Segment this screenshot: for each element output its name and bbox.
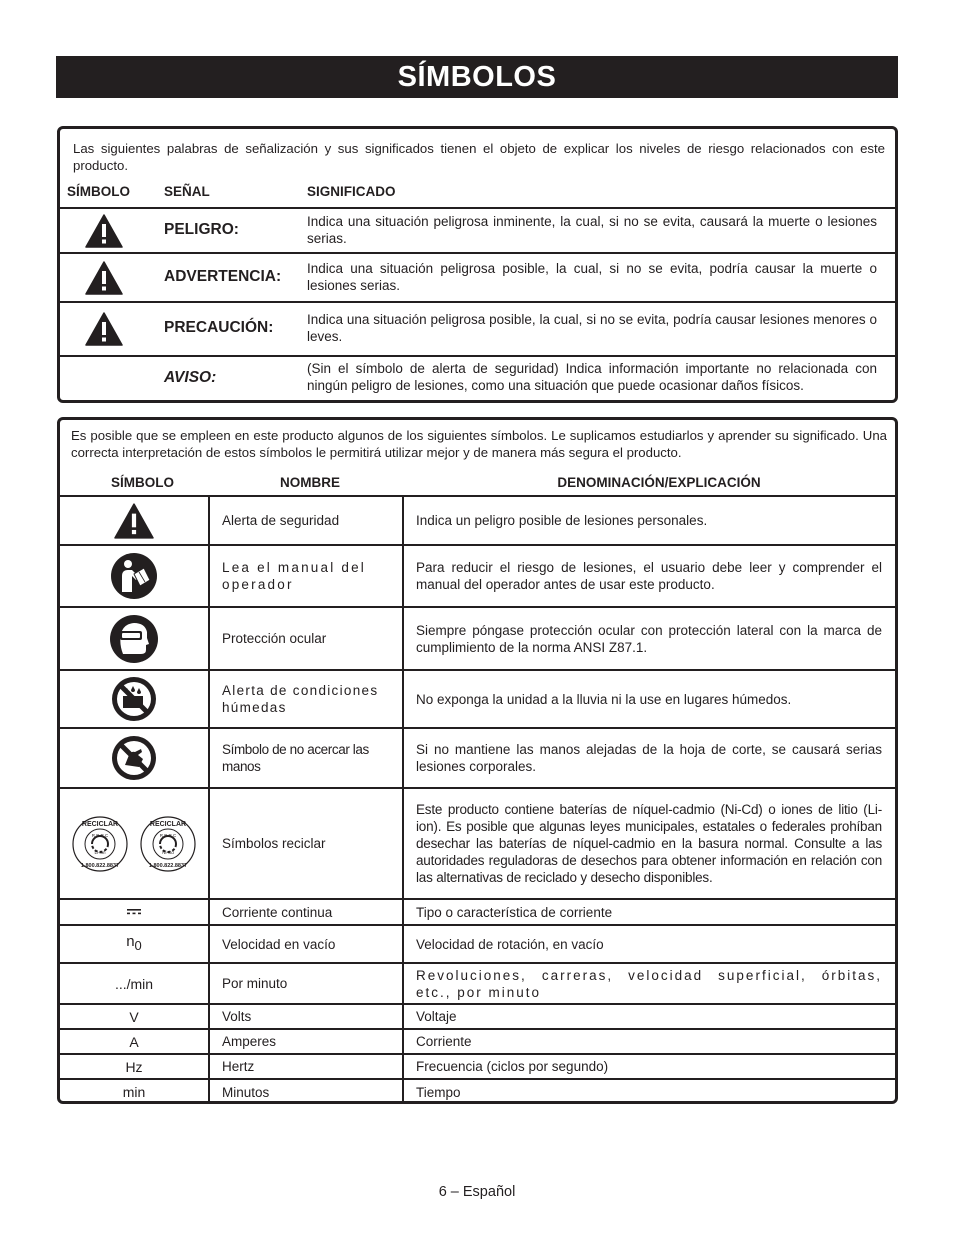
symbol-row xyxy=(60,606,895,669)
signal-meaning: Indica una situación peligrosa posible, la cual, si no se evita, podría causar la muerte o lesiones serias. xyxy=(307,261,877,293)
signal-label: AVISO: xyxy=(164,369,217,386)
symbol-name: Velocidad en vacío xyxy=(222,936,336,952)
header-name: NOMBRE xyxy=(280,475,340,490)
symbol-name: Protección ocular xyxy=(222,631,327,646)
symbols-box xyxy=(57,417,898,1104)
recycle-seal-chem: Li-ion xyxy=(94,849,106,855)
symbol-name: Alerta de condiciones húmedas xyxy=(222,683,379,715)
safety-alert-icon xyxy=(114,503,154,539)
symbol-name: Lea el manual del operador xyxy=(222,560,366,592)
symbol-explanation: No exponga la unidad a la lluvia ni la use en lugares húmedos. xyxy=(416,691,792,707)
signal-row-precaucion xyxy=(60,301,895,355)
keep-hands-away-icon xyxy=(111,735,157,781)
symbol-explanation: Si no mantiene las manos alejadas de la hoja de corte, se causará serias lesiones corporales. xyxy=(416,742,882,774)
recycle-seal-chem: Ni-Cd xyxy=(162,849,174,855)
symbol-row xyxy=(60,544,895,606)
signal-row-peligro xyxy=(60,207,895,252)
symbol-explanation: Indica un peligro posible de lesiones personales. xyxy=(416,513,708,528)
symbol-name: Alerta de seguridad xyxy=(222,513,340,528)
symbol-explanation: Velocidad de rotación, en vacío xyxy=(416,936,604,952)
symbol-text: min xyxy=(122,1084,146,1100)
page-number: 6 – Español xyxy=(438,1184,516,1200)
symbol-text xyxy=(60,926,208,956)
header-meaning: SIGNIFICADO xyxy=(307,184,396,199)
header-signal: SEÑAL xyxy=(164,184,210,199)
symbol-row xyxy=(60,1053,895,1078)
symbol-explanation: Revoluciones, carreras, velocidad superficial, órbitas, etc., por minuto xyxy=(416,967,882,1000)
symbol-name: Hertz xyxy=(222,1059,255,1074)
symbol-row xyxy=(60,1028,895,1053)
recycle-seal-text: RECICLAR xyxy=(149,820,187,828)
warning-triangle-icon xyxy=(85,312,123,346)
symbol-explanation: Frecuencia (ciclos por segundo) xyxy=(416,1059,609,1074)
symbol-row xyxy=(60,1003,895,1028)
symbol-name: Símbolo de no acercar las manos xyxy=(222,742,369,774)
signal-label: PRECAUCIÓN: xyxy=(164,319,274,336)
symbol-text: .../min xyxy=(114,975,154,992)
symbol-text-main: n xyxy=(126,932,135,950)
recycle-seal-phone: 1.800.822.8837 xyxy=(80,862,120,869)
symbol-explanation: Este producto contiene baterías de níquel-cadmio (Ni-Cd) o iones de litio (Li-ion). Es posible que algunas leyes municipales, estatales o federales prohíban desechar las baterías de níquel-cadmio en la basura normal. Consulte a las autoridades reguladoras de desechos para obtener información en relación con las alternativas de reciclado y desecho disponibles. xyxy=(416,802,882,885)
recycle-seal-icon xyxy=(140,816,196,872)
symbols-intro: Es posible que se empleen en este producto algunos de los siguientes símbolos. Le suplicamos estudiarlos y aprender su significado. Una correcta interpretación de estos símbolos le permitirá utilizar mejor y de manera más segura el producto. xyxy=(71,428,887,460)
recycle-seal-icon xyxy=(72,816,128,872)
signal-row-aviso xyxy=(60,355,895,403)
symbol-explanation: Tiempo xyxy=(416,1084,461,1100)
warning-triangle-icon xyxy=(85,214,123,248)
recycle-seal-org: R B R C xyxy=(91,832,109,838)
eye-protection-icon xyxy=(109,614,159,664)
read-manual-icon xyxy=(110,552,158,600)
header-symbol: SÍMBOLO xyxy=(111,475,174,490)
symbol-text: Hz xyxy=(125,1058,143,1075)
wet-conditions-icon xyxy=(111,676,157,722)
signal-label: ADVERTENCIA: xyxy=(164,268,282,285)
symbol-text: A xyxy=(129,1033,139,1050)
direct-current-icon xyxy=(127,909,141,915)
symbol-explanation: Siempre póngase protección ocular con protección lateral con la marca de cumplimiento de la norma ANSI Z87.1. xyxy=(416,622,882,655)
warning-triangle-icon xyxy=(85,261,123,295)
symbol-row xyxy=(60,787,895,898)
recycle-seal-phone: 1.800.822.8837 xyxy=(148,862,188,869)
symbol-text: V xyxy=(129,1008,139,1025)
header-symbol: SÍMBOLO xyxy=(67,184,130,199)
signal-words-box xyxy=(57,126,898,403)
signal-meaning: Indica una situación peligrosa posible, la cual, si no se evita, podría causar lesiones menores o leves. xyxy=(307,312,877,344)
symbol-row xyxy=(60,727,895,787)
symbol-row xyxy=(60,924,895,962)
signal-meaning: Indica una situación peligrosa inminente, la cual, si no se evita, causará la muerte o lesiones serias. xyxy=(307,214,877,246)
symbol-explanation: Para reducir el riesgo de lesiones, el usuario debe leer y comprender el manual del operador antes de usar este producto. xyxy=(416,560,882,592)
symbol-name: Amperes xyxy=(222,1034,277,1049)
signal-row-advertencia xyxy=(60,252,895,301)
signal-meaning: (Sin el símbolo de alerta de seguridad) Indica información importante no relacionada con ningún peligro de lesiones, como una situación que puede ocasionar daños físicos. xyxy=(307,361,877,393)
symbol-name: Minutos xyxy=(222,1084,270,1100)
recycle-seal-org: R B R C xyxy=(159,832,177,838)
page-title: SÍMBOLOS xyxy=(56,56,898,98)
symbol-text-sub: 0 xyxy=(134,937,142,953)
symbol-name: Por minuto xyxy=(222,976,288,991)
symbol-explanation: Voltaje xyxy=(416,1009,457,1024)
signal-label: PELIGRO: xyxy=(164,221,239,238)
symbol-name: Volts xyxy=(222,1009,252,1024)
header-explanation: DENOMINACIÓN/EXPLICACIÓN xyxy=(557,475,761,490)
symbol-row xyxy=(60,962,895,1003)
symbol-row xyxy=(60,669,895,727)
symbol-row xyxy=(60,495,895,544)
symbol-explanation: Corriente xyxy=(416,1034,472,1049)
symbol-row xyxy=(60,1078,895,1104)
signal-intro: Las siguientes palabras de señalización y sus significados tienen el objeto de explicar los niveles de riesgo relacionados con este producto. xyxy=(73,141,885,173)
symbol-row xyxy=(60,898,895,924)
symbol-explanation: Tipo o característica de corriente xyxy=(416,904,613,920)
symbol-name: Símbolos reciclar xyxy=(222,836,326,851)
symbol-name: Corriente continua xyxy=(222,904,333,920)
recycle-seal-text: RECICLAR xyxy=(81,820,119,828)
